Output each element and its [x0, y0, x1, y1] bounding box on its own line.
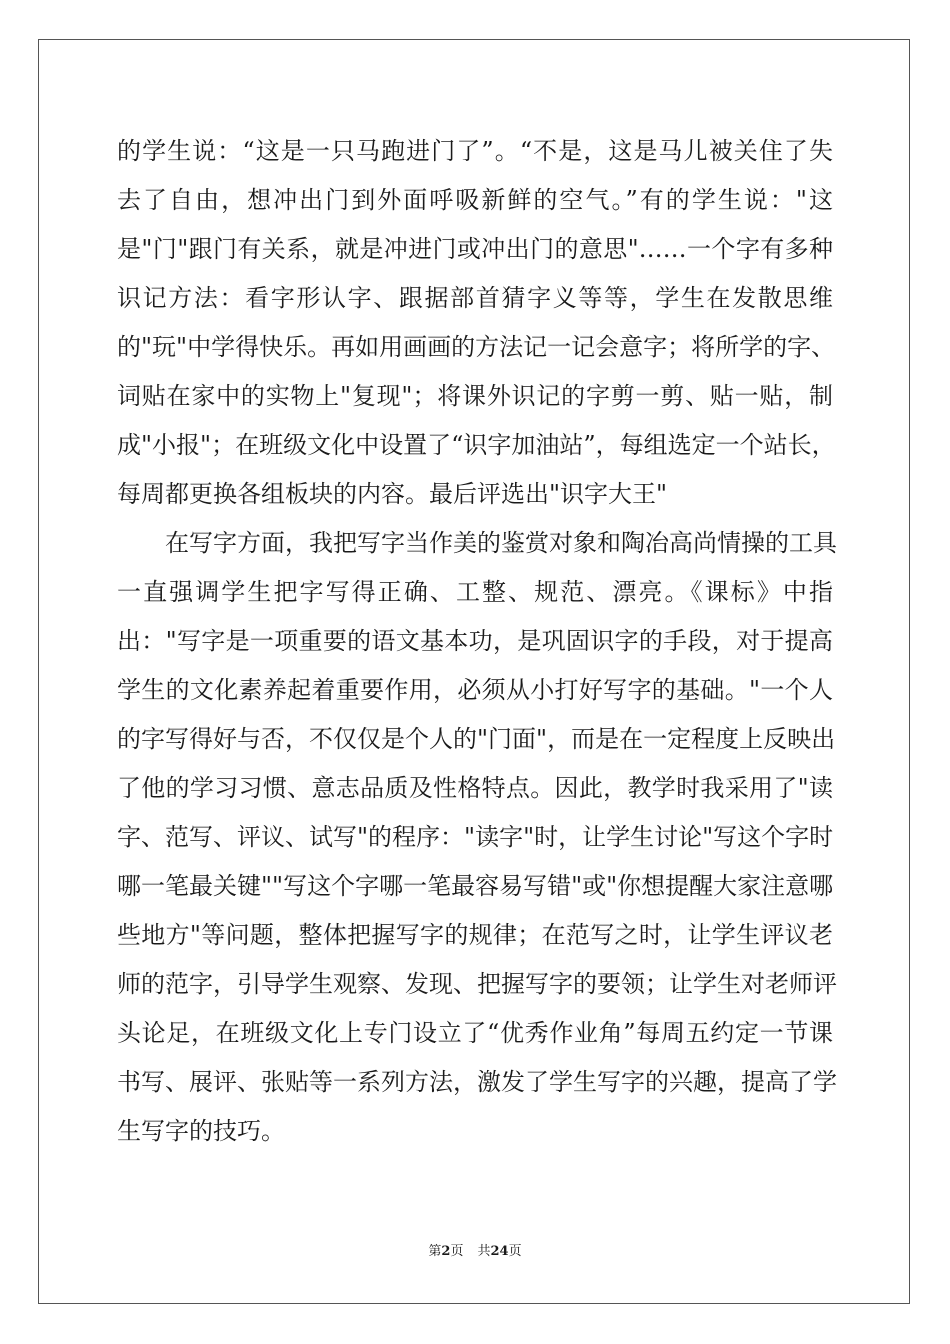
text-line: 识记方法：看字形认字、跟据部首猜字义等等，学生在发散思维: [117, 284, 833, 312]
text-line: 一直强调学生把字写得正确、工整、规范、漂亮。《课标》中指: [117, 578, 833, 606]
text-line: 在写字方面，我把写字当作美的鉴赏对象和陶冶高尚情操的工具: [117, 529, 837, 557]
text-line: 书写、展评、张贴等一系列方法，激发了学生写字的兴趣，提高了学: [117, 1068, 837, 1096]
text-line: 的字写得好与否，不仅仅是个人的"门面"，而是在一定程度上反映出: [117, 725, 836, 753]
text-line: 成"小报"；在班级文化中设置了“识字加油站”，每组选定一个站长，: [117, 431, 836, 459]
footer-total-prefix: 共: [477, 1244, 491, 1259]
text-line: 生写字的技巧。: [117, 1117, 285, 1145]
text-line: 些地方"等问题，整体把握写字的规律；在范写之时，让学生评议老: [117, 921, 833, 949]
text-line: 哪一笔最关键""写这个字哪一笔最容易写错"或"你想提醒大家注意哪: [117, 872, 834, 900]
text-line: 师的范字，引导学生观察、发现、把握写字的要领；让学生对老师评: [117, 970, 837, 998]
footer-page-unit: 页: [450, 1244, 464, 1259]
text-line: 去了自由，想冲出门到外面呼吸新鲜的空气。”有的学生说："这: [117, 186, 833, 214]
text-line: 出："写字是一项重要的语文基本功，是巩固识字的手段，对于提高: [117, 627, 833, 655]
document-body: [117, 127, 837, 1156]
text-line: 学生的文化素养起着重要作用，必须从小打好写字的基础。"一个人: [117, 676, 833, 704]
text-line: 头论足，在班级文化上专门设立了“优秀作业角”每周五约定一节课: [117, 1019, 833, 1047]
total-page-count: 24: [490, 1244, 509, 1259]
text-line: 了他的学习习惯、意志品质及性格特点。因此，教学时我采用了"读: [117, 774, 833, 802]
text-line: 词贴在家中的实物上"复现"；将课外识记的字剪一剪、贴一贴，制: [117, 382, 833, 410]
text-line: 的"玩"中学得快乐。再如用画画的方法记一记会意字；将所学的字、: [117, 333, 836, 361]
page-footer: [0, 1243, 950, 1261]
text-line: 的学生说：“这是一只马跑进门了”。“不是，这是马儿被关住了失: [117, 137, 833, 165]
footer-prefix: 第: [428, 1244, 442, 1259]
text-line: 是"门"跟门有关系，就是冲进门或冲出门的意思"……一个字有多种: [117, 235, 833, 263]
current-page-number: 2: [441, 1244, 451, 1259]
text-line: 每周都更换各组板块的内容。最后评选出"识字大王": [117, 480, 668, 508]
text-line: 字、范写、评议、试写"的程序："读字"时，让学生讨论"写这个字时: [117, 823, 834, 851]
footer-total-unit: 页: [508, 1244, 522, 1259]
